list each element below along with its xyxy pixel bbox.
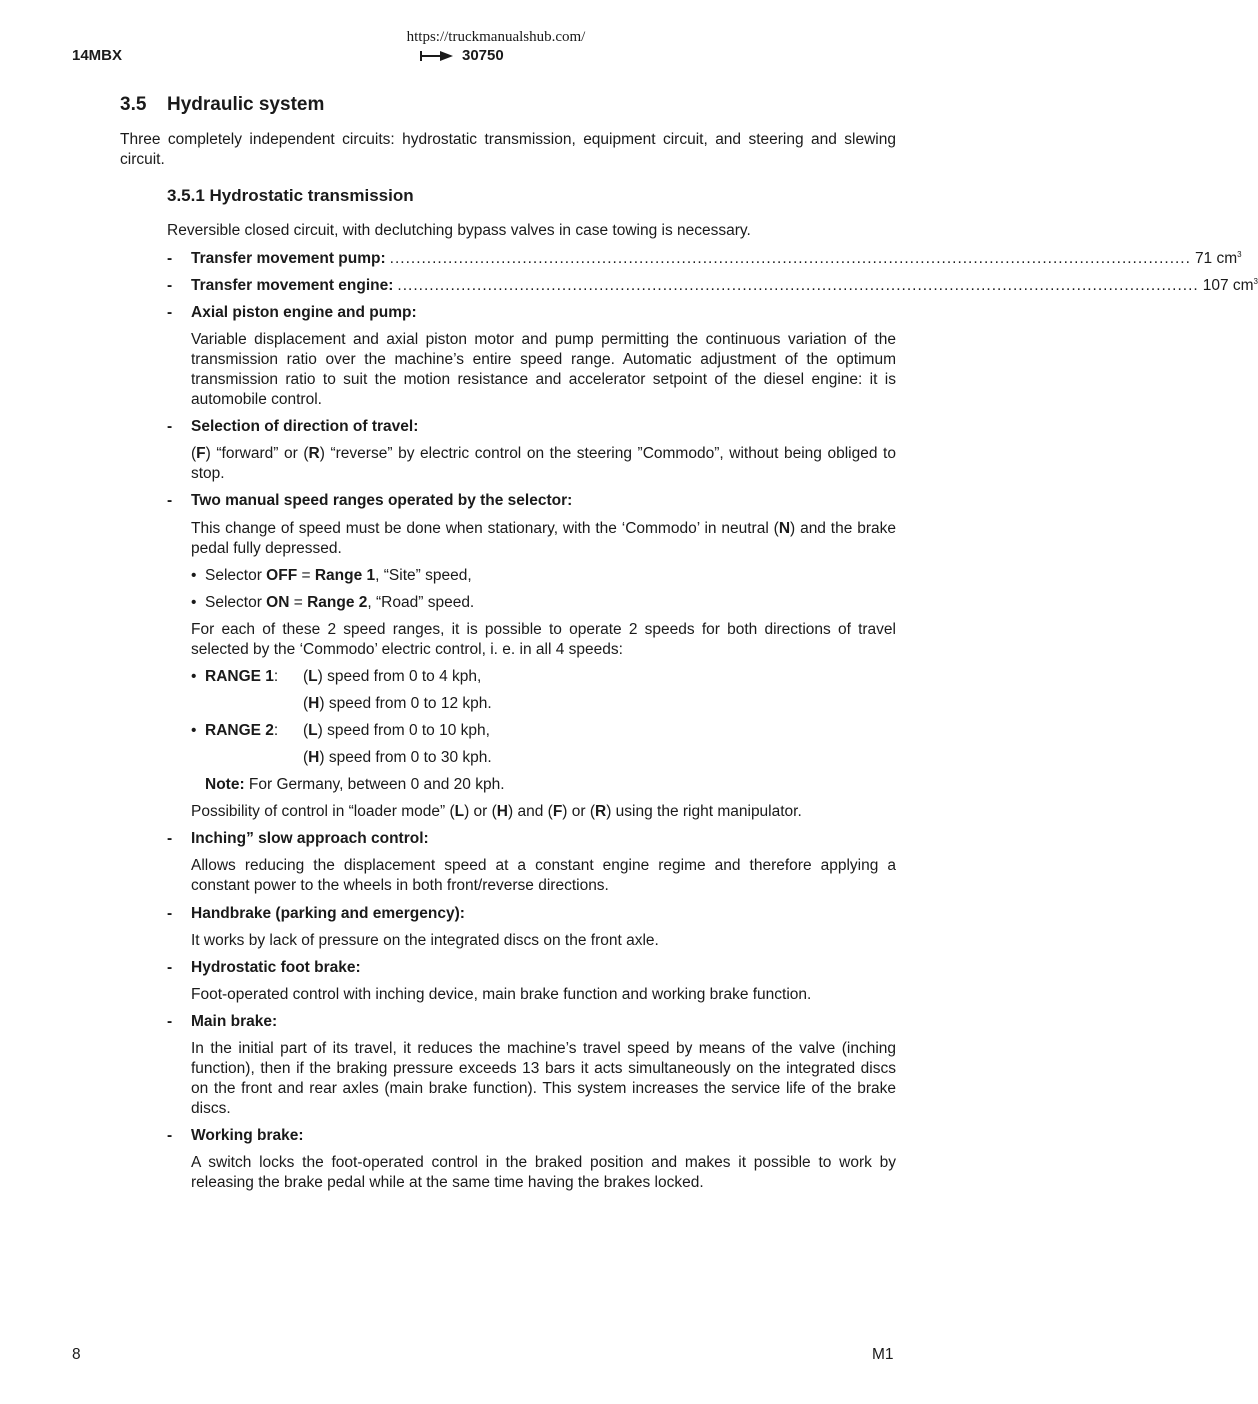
handbrake-text: It works by lack of pressure on the integrated discs on the front axle. — [191, 932, 659, 949]
list-dash: - — [167, 304, 173, 321]
selector-on: Selector ON = Range 2, “Road” speed. — [205, 594, 475, 611]
list-dash: - — [167, 959, 173, 976]
list-dash: - — [167, 1127, 173, 1144]
range-1-label: RANGE 1: — [205, 668, 279, 685]
arrow-right-icon — [420, 50, 454, 62]
page-number: 8 — [72, 1346, 81, 1363]
bullet: • — [191, 567, 197, 584]
list-dash: - — [167, 1013, 173, 1030]
doc-reference-number: 30750 — [462, 47, 504, 64]
spec-value: 107 $cm^3$ — [1202, 277, 1258, 294]
range-1-high: (H) speed from 0 to 12 kph. — [303, 695, 492, 712]
list-dash: - — [167, 492, 173, 509]
range-2-high: (H) speed from 0 to 30 kph. — [303, 749, 492, 766]
loader-mode-text: Possibility of control in “loader mode” (L) or (H) and (F) or (R) using the right manipulator. — [191, 803, 802, 820]
list-dash: - — [167, 418, 173, 435]
list-dash: - — [167, 277, 173, 294]
dot-leader: ....................................................................................................................................................... — [397, 277, 1199, 294]
speeds-heading: Two manual speed ranges operated by the selector: — [191, 492, 573, 509]
list-dash: - — [167, 905, 173, 922]
model-code: 14MBX — [72, 47, 123, 64]
spec-label: Transfer movement pump: — [191, 250, 386, 267]
range-2-label: RANGE 2: — [205, 722, 279, 739]
page-code: M1 — [872, 1346, 894, 1363]
subsection-title: 3.5.1 Hydrostatic transmission — [167, 186, 414, 205]
footbrake-text: Foot-operated control with inching device, main brake function and working brake function. — [191, 986, 812, 1003]
spec-pump — [191, 249, 1242, 269]
workingbrake-text: A switch locks the foot-operated control in the braked position and makes it possible to work by releasing the brake pedal while at the same time having the brakes locked. — [191, 1154, 896, 1191]
bullet: • — [191, 594, 197, 611]
mainbrake-heading: Main brake: — [191, 1013, 278, 1030]
bullet: • — [191, 722, 197, 739]
section-title: Hydraulic system — [167, 94, 325, 115]
range-1-low: (L) speed from 0 to 4 kph, — [303, 668, 482, 685]
footbrake-heading: Hydrostatic foot brake: — [191, 959, 361, 976]
mainbrake-text: In the initial part of its travel, it reduces the machine’s travel speed by means of the valve (inching function), then if the braking pressure exceeds 13 bars it acts simultaneously on the integrated discs on the front and rear axles (main brake function). This system increases the service life of the brake discs. — [191, 1040, 896, 1117]
axial-heading: Axial piston engine and pump: — [191, 304, 417, 321]
bullet: • — [191, 668, 197, 685]
speeds-text-2: For each of these 2 speed ranges, it is possible to operate 2 speeds for both directions of travel selected by the ‘Commodo’ electric control, i. e. in all 4 speeds: — [191, 621, 896, 658]
range-2-low: (L) speed from 0 to 10 kph, — [303, 722, 490, 739]
list-dash: - — [167, 830, 173, 847]
axial-text: Variable displacement and axial piston motor and pump permitting the continuous variation of the transmission ratio over the machine’s entire speed range. Automatic adjustment of the optimum transmission ratio to suit the motion resistance and accelerator setpoint of the diesel engine: it is automobile control. — [191, 331, 896, 408]
selector-off: Selector OFF = Range 1, “Site” speed, — [205, 567, 472, 584]
speeds-text: This change of speed must be done when stationary, with the ‘Commodo’ in neutral (N) and the brake pedal fully depressed. — [191, 520, 897, 557]
spec-label: Transfer movement engine: — [191, 277, 394, 294]
dot-leader: ....................................................................................................................................................... — [389, 250, 1191, 267]
handbrake-heading: Handbrake (parking and emergency): — [191, 905, 465, 922]
workingbrake-heading: Working brake: — [191, 1127, 304, 1144]
note: Note: For Germany, between 0 and 20 kph. — [205, 776, 505, 793]
direction-text: (F) “forward” or (R) “reverse” by electric control on the steering ”Commodo”, without being obliged to stop. — [191, 445, 896, 482]
doc-reference — [420, 46, 504, 66]
list-dash: - — [167, 250, 173, 267]
inching-text: Allows reducing the displacement speed at a constant engine regime and therefore applying a constant power to the wheels in both front/reverse directions. — [191, 857, 896, 894]
section-heading — [120, 93, 324, 117]
source-url[interactable]: https://truckmanualshub.com/ — [406, 29, 586, 45]
spec-engine — [191, 276, 1258, 296]
inching-heading: Inching” slow approach control: — [191, 830, 429, 847]
section-number: 3.5 — [120, 94, 147, 115]
section-intro: Three completely independent circuits: hydrostatic transmission, equipment circuit, and steering and slewing circuit. — [120, 131, 896, 168]
direction-heading: Selection of direction of travel: — [191, 418, 419, 435]
subsection-intro: Reversible closed circuit, with declutching bypass valves in case towing is necessary. — [167, 222, 751, 239]
spec-value: 71 $cm^3$ — [1194, 250, 1242, 267]
